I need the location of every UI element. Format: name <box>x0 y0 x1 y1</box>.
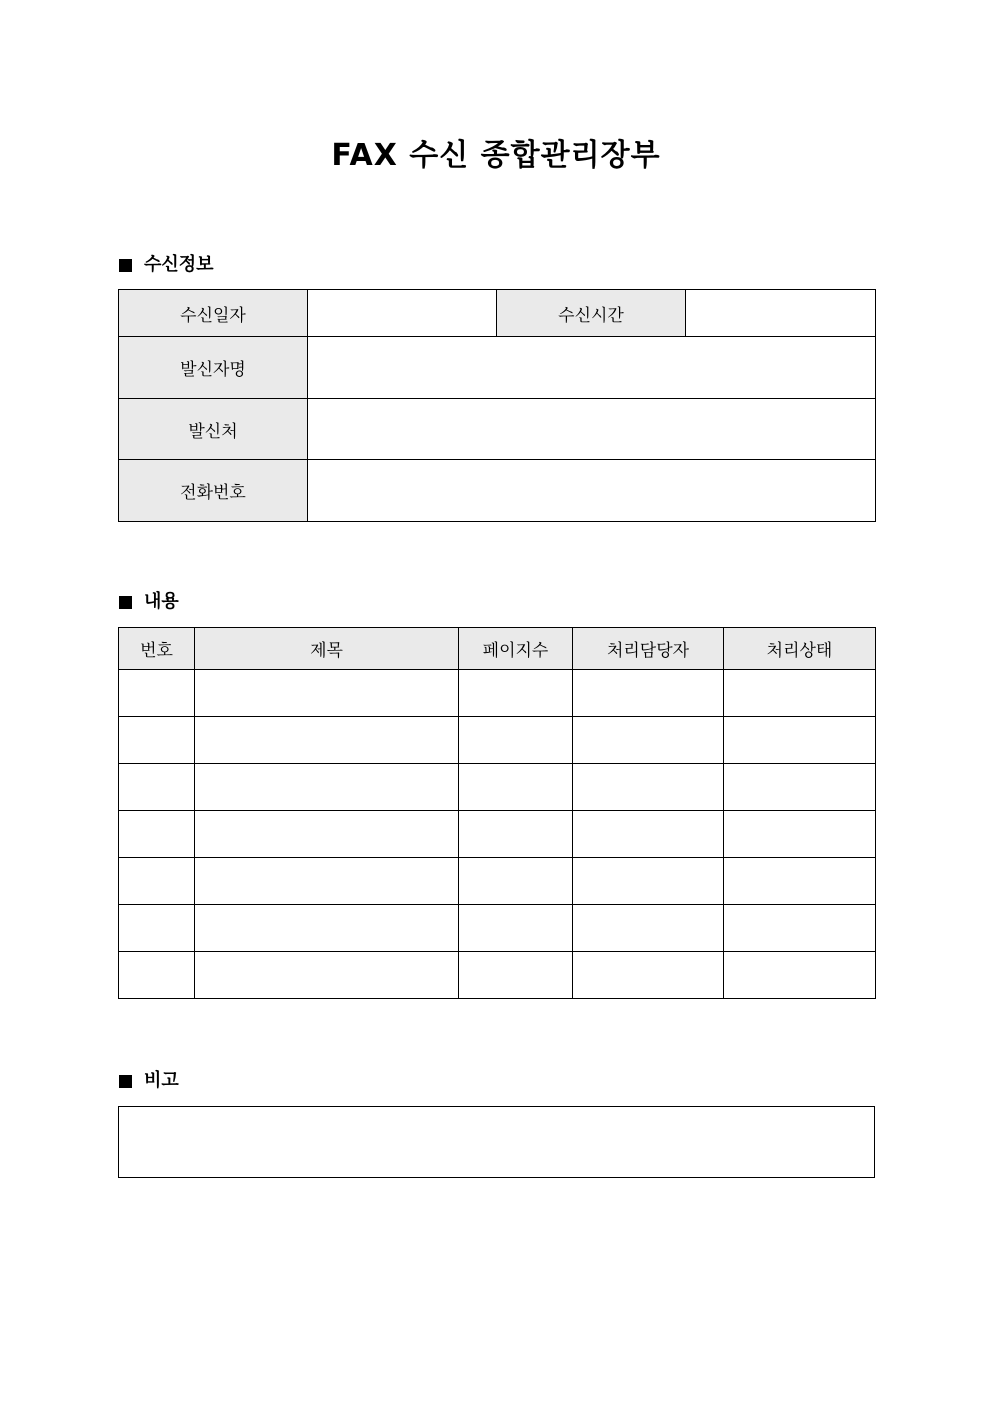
table-row <box>119 670 876 717</box>
label-sender-org: 발신처 <box>119 399 308 460</box>
section-heading-content <box>119 590 179 614</box>
page-title: FAX 수신 종합관리장부 <box>331 138 661 173</box>
column-header-number: 번호 <box>119 628 195 670</box>
cell-handler[interactable] <box>573 764 724 811</box>
table-row <box>119 811 876 858</box>
cell-number[interactable] <box>119 717 195 764</box>
cell-pages[interactable] <box>459 905 573 952</box>
column-header-status: 처리상태 <box>724 628 876 670</box>
cell-handler[interactable] <box>573 811 724 858</box>
cell-subject[interactable] <box>195 717 459 764</box>
cell-pages[interactable] <box>459 764 573 811</box>
cell-status[interactable] <box>724 764 876 811</box>
field-sender-name[interactable] <box>308 337 876 399</box>
cell-subject[interactable] <box>195 811 459 858</box>
cell-subject[interactable] <box>195 670 459 717</box>
table-row <box>119 717 876 764</box>
cell-pages[interactable] <box>459 858 573 905</box>
info-row-sender-name <box>119 337 876 399</box>
table-row <box>119 858 876 905</box>
cell-subject[interactable] <box>195 905 459 952</box>
section-heading-remarks-label: 비고 <box>144 1070 179 1091</box>
cell-number[interactable] <box>119 764 195 811</box>
cell-handler[interactable] <box>573 670 724 717</box>
label-sender-name: 발신자명 <box>119 337 308 399</box>
cell-status[interactable] <box>724 952 876 999</box>
cell-number[interactable] <box>119 670 195 717</box>
info-row-date-time <box>119 290 876 337</box>
table-row <box>119 905 876 952</box>
cell-number[interactable] <box>119 811 195 858</box>
column-header-handler: 처리담당자 <box>573 628 724 670</box>
cell-status[interactable] <box>724 858 876 905</box>
field-date[interactable] <box>308 290 497 337</box>
content-header-row <box>119 628 876 670</box>
cell-pages[interactable] <box>459 952 573 999</box>
cell-status[interactable] <box>724 717 876 764</box>
label-date: 수신일자 <box>119 290 308 337</box>
content-table <box>118 627 876 999</box>
square-bullet-icon <box>119 1075 132 1088</box>
field-phone[interactable] <box>308 460 876 522</box>
section-heading-info-label: 수신정보 <box>144 254 214 275</box>
cell-pages[interactable] <box>459 670 573 717</box>
cell-handler[interactable] <box>573 717 724 764</box>
field-time[interactable] <box>686 290 876 337</box>
cell-number[interactable] <box>119 858 195 905</box>
cell-subject[interactable] <box>195 764 459 811</box>
table-row <box>119 764 876 811</box>
info-row-phone <box>119 460 876 522</box>
square-bullet-icon <box>119 596 132 609</box>
info-table <box>118 289 876 522</box>
table-row <box>119 952 876 999</box>
cell-pages[interactable] <box>459 717 573 764</box>
cell-handler[interactable] <box>573 905 724 952</box>
cell-status[interactable] <box>724 811 876 858</box>
label-phone: 전화번호 <box>119 460 308 522</box>
label-time: 수신시간 <box>497 290 686 337</box>
cell-number[interactable] <box>119 952 195 999</box>
info-row-sender-org <box>119 399 876 460</box>
cell-subject[interactable] <box>195 952 459 999</box>
cell-number[interactable] <box>119 905 195 952</box>
cell-handler[interactable] <box>573 858 724 905</box>
column-header-subject: 제목 <box>195 628 459 670</box>
cell-pages[interactable] <box>459 811 573 858</box>
cell-status[interactable] <box>724 670 876 717</box>
section-heading-content-label: 내용 <box>144 591 179 612</box>
cell-status[interactable] <box>724 905 876 952</box>
square-bullet-icon <box>119 259 132 272</box>
column-header-pages: 페이지수 <box>459 628 573 670</box>
cell-handler[interactable] <box>573 952 724 999</box>
section-heading-info <box>119 253 214 277</box>
cell-subject[interactable] <box>195 858 459 905</box>
field-sender-org[interactable] <box>308 399 876 460</box>
remarks-field[interactable] <box>118 1106 875 1178</box>
section-heading-remarks <box>119 1069 179 1093</box>
